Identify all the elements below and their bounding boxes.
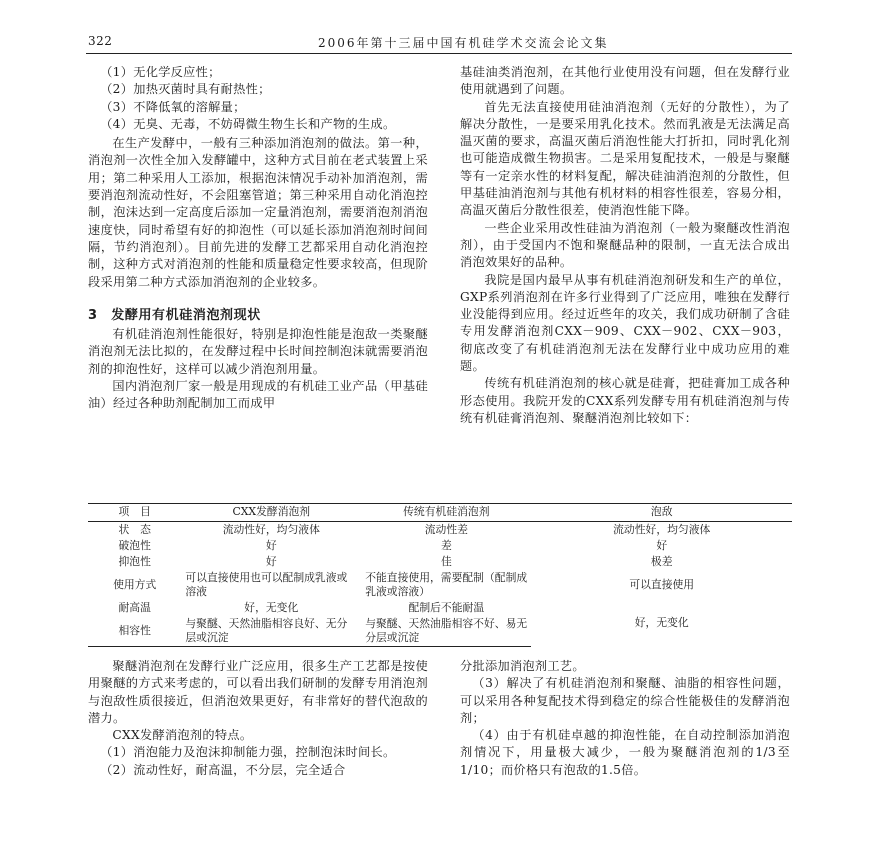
table-cell: 配制后不能耐温 (408, 601, 485, 614)
table-row-label: 耐高温 (118, 601, 151, 614)
table-row (88, 522, 792, 539)
table-cell: 佳 (440, 555, 452, 568)
paragraph-features-intro: CXX发酵消泡剂的特点。 (112, 728, 253, 743)
table-cell: 流动性好，均匀液体 (222, 523, 320, 536)
table-cell: 好 (265, 539, 277, 552)
feature-item-2: （2）流动性好，耐高温，不分层，完全适合 (100, 762, 346, 777)
feature-item-3: （3）解决了有机硅消泡剂和聚醚、油脂的相容性问题，可以采用各种复配技术得到稳定的综合性能极佳的发酵消泡剂； (460, 676, 790, 725)
table-cell: 流动性好，均匀液体 (613, 523, 711, 536)
requirement-item-4: （4）无臭、无毒，不妨碍微生物生长和产物的生成。 (100, 116, 396, 131)
table-cell: 好，无变化 (244, 601, 299, 614)
requirement-item-1: （1）无化学反应性； (100, 65, 221, 79)
comparison-table (88, 503, 792, 647)
left-column-top (88, 64, 428, 413)
feature-item-1: （1）消泡能力及泡沫抑制能力强，控制泡沫时间长。 (100, 745, 396, 760)
right-column-top (460, 64, 790, 427)
paragraph-comparison-intro: 传统有机硅消泡剂的核心就是硅膏，把硅膏加工成各种形态使用。我院开发的CXX系列发酵专用有机硅消泡剂与传统有机硅膏消泡剂、聚醚消泡剂比较如下： (460, 376, 790, 425)
paragraph-modified-silicone: 一些企业采用改性硅油为消泡剂（一般为聚醚改性消泡剂），由于受国内不饱和聚醚品种的限制，一直无法合成出消泡效果好的品种。 (460, 220, 790, 270)
table-cell: 与聚醚、天然油脂相容良好、无分层或沉淀 (181, 616, 361, 647)
paragraph-continued: 基硅油类消泡剂，在其他行业使用没有问题，但在发酵行业使用就遇到了问题。 (460, 65, 790, 97)
header-rule (86, 53, 792, 54)
table-cell: 好 (265, 555, 277, 568)
journal-title: 2006年第十三届中国有机硅学术交流会论文集 (318, 36, 609, 50)
left-column-bottom (88, 658, 428, 779)
table-row-label: 破泡性 (118, 539, 151, 552)
table-header-cell: 传统有机硅消泡剂 (361, 504, 531, 522)
section-heading: 3 发酵用有机硅消泡剂现状 (88, 307, 261, 323)
table-cell: 差 (440, 539, 452, 552)
table-row (88, 570, 792, 600)
page-number: 322 (88, 34, 113, 48)
table-row (88, 538, 792, 554)
paragraph-dispersion-problem: 首先无法直接使用硅油消泡剂（无好的分散性），为了解决分散性，一是要采用乳化技术。然而乳液是无法满足高温灭菌的要求，高温灭菌后消泡性能大打折扣，同时乳化剂也可能造成微生物损害。二是采用复配技术，一般是与聚醚等有一定亲水性的材料复配，解决硅油消泡剂的分散性，但甲基硅油消泡剂与其他有机材料的相容性很差，容易分相，高温灭菌后分散性很差，使消泡性能下降。 (460, 99, 790, 218)
table-header-cell: 项 目 (88, 504, 181, 522)
table-row-label: 状 态 (118, 523, 151, 536)
right-column-bottom (460, 658, 790, 779)
table-row-label: 相容性 (88, 616, 181, 647)
table-cell: 好，无变化 (634, 616, 689, 630)
paragraph-institute-development: 我院是国内最早从事有机硅消泡剂研发和生产的单位，GXP系列消泡剂在许多行业得到了广泛应用，唯独在发酵行业没能得到应用。经过近些年的攻关，我们成功研制了含硅专用发酵消泡剂CXX－909、CXX－902、CXX－903，彻底改变了有机硅消泡剂无法在发酵行业中成功应用的难题。 (460, 272, 790, 374)
paragraph-silicone-performance: 有机硅消泡剂性能很好，特别是抑泡性能是泡敌一类聚醚消泡剂无法比拟的，在发酵过程中长时间控制泡沫就需要消泡剂的抑泡性好，这样可以减少消泡剂用量。 (88, 327, 428, 376)
table-cell: 极差 (650, 555, 673, 568)
table-cell: 与聚醚、天然油脂相容不好、易无分层或沉淀 (361, 616, 531, 647)
table-cell: 流动性差 (424, 523, 468, 536)
requirement-item-3: （3）不降低氧的溶解量； (100, 99, 246, 114)
table-cell: 可以直接使用 (629, 578, 695, 591)
table-header-cell: 泡敌 (531, 504, 792, 522)
table-row (88, 554, 792, 570)
feature-item-4: （4）由于有机硅卓越的抑泡性能，在自动控制添加消泡剂情况下，用量极大减少，一般为聚醚消泡剂的1/3至1/10；而价格只有泡敌的1.5倍。 (460, 728, 790, 777)
requirement-item-2: （2）加热灭菌时具有耐热性； (100, 82, 271, 97)
paragraph-continued-bottom: 分批添加消泡剂工艺。 (460, 659, 585, 673)
table-row (88, 600, 792, 616)
running-header (88, 34, 790, 54)
table-row-label: 使用方式 (113, 578, 157, 591)
paragraph-polyether-usage: 聚醚消泡剂在发酵行业广泛应用，很多生产工艺都是按使用聚醚的方式来考虑的，可以看出我们研制的发酵专用消泡剂与泡敌性质很接近，但消泡效果更好，有非常好的替代泡敌的潜力。 (88, 659, 428, 725)
table-header-cell: CXX发酵消泡剂 (181, 504, 361, 522)
paragraph-domestic-manufacturers: 国内消泡剂厂家一般是用现成的有机硅工业产品（甲基硅油）经过各种助剂配制加工而成甲 (88, 379, 428, 411)
table-header-row (88, 504, 792, 522)
table-cell: 不能直接使用，需要配制（配制成乳液或溶液） (365, 571, 528, 598)
table-cell: 可以直接使用也可以配制成乳液或溶液 (185, 571, 348, 598)
table-cell: 好 (656, 539, 668, 552)
paragraph-dosing-methods: 在生产发酵中，一般有三种添加消泡剂的做法。第一种，消泡剂一次性全加入发酵罐中，这种方式目前在老式装置上采用；第二种采用人工添加，根据泡沫情况手动补加消泡剂，需要消泡剂流动性好，不会阻塞管道；第三种采用自动化消泡控制，泡沫达到一定高度后添加一定量消泡剂，需要消泡剂消泡速度快，同时希望有好的抑泡性（可以延长添加消泡剂时间间隔，节约消泡剂）。目前先进的发酵工艺都采用自动化消泡控制，这种方式对消泡剂的性能和质量稳定性要求较高，但现阶段采用第二种方式添加消泡剂的企业较多。 (88, 136, 428, 289)
table-row-label: 抑泡性 (118, 555, 151, 568)
